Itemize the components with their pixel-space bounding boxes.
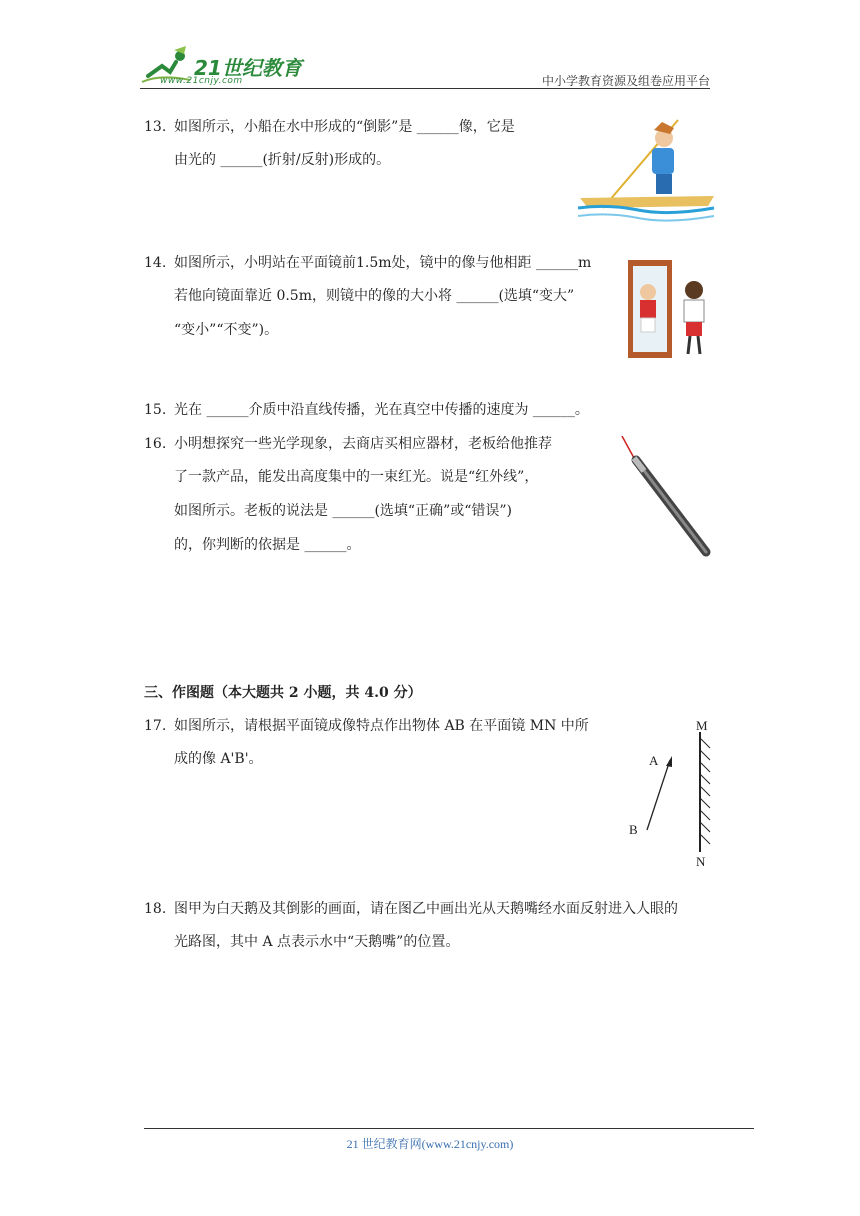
footer-divider [144, 1128, 754, 1129]
footer-text: 21 世纪教育网(www.21cnjy.com) [346, 1137, 514, 1151]
question-text-line: 小明想探究一些光学现象，去商店买相应器材，老板给他推荐 [174, 436, 552, 452]
laser-pointer-figure [620, 436, 716, 560]
section-title: 三、作图题（本大题共 2 小题，共 4.0 分） [144, 685, 422, 701]
question-text-line: 光路图，其中 A 点表示水中“天鹅嘴”的位置。 [174, 934, 460, 950]
question-text-line: 的，你判断的依据是 ______。 [174, 537, 361, 553]
question-number: 17. [144, 718, 167, 734]
label-a: A [649, 753, 659, 768]
mirror-boy-figure [626, 256, 716, 360]
question-text-line: 图甲为白天鹅及其倒影的画面，请在图乙中画出光从天鹅嘴经水面反射进入人眼的 [174, 901, 678, 917]
question-text-line: 成的像 A'B'。 [174, 751, 263, 767]
question-text-line: 光在 ______介质中沿直线传播，光在真空中传播的速度为 ______。 [174, 402, 589, 418]
boat-reflection-figure [578, 116, 716, 222]
header-divider [140, 88, 710, 89]
plane-mirror-diagram [620, 714, 720, 870]
question-text-line: 如图所示，小明站在平面镜前1.5m处，镜中的像与他相距 ______m [174, 255, 592, 271]
question-text-line: 如图所示，小船在水中形成的“倒影”是 ______像，它是 [174, 119, 515, 135]
label-n: N [696, 854, 706, 869]
question-text-line: 由光的 ______(折射/反射)形成的。 [174, 152, 391, 168]
question-text-line: “变小”“不变”)。 [174, 322, 279, 338]
question-text-line: 如图所示。老板的说法是 ______(选填“正确”或“错误”) [174, 503, 513, 519]
question-number: 16. [144, 436, 167, 452]
question-number: 13. [144, 119, 167, 135]
label-m: M [696, 718, 708, 733]
question-number: 15. [144, 402, 167, 418]
question-text-line: 如图所示，请根据平面镜成像特点作出物体 AB 在平面镜 MN 中所 [174, 718, 589, 734]
question-number: 18. [144, 901, 167, 917]
question-text-line: 了一款产品，能发出高度集中的一束红光。说是“红外线”， [174, 469, 539, 485]
logo [140, 44, 310, 90]
logo-url: www.21cnjy.com [160, 76, 243, 86]
question-text-line: 若他向镜面靠近 0.5m，则镜中的像的大小将 ______(选填“变大” [174, 288, 575, 304]
label-b: B [629, 822, 638, 837]
header-tagline: 中小学教育资源及组卷应用平台 [541, 74, 710, 88]
question-number: 14. [144, 255, 167, 271]
logo-text: 21世纪教育 [194, 56, 302, 80]
